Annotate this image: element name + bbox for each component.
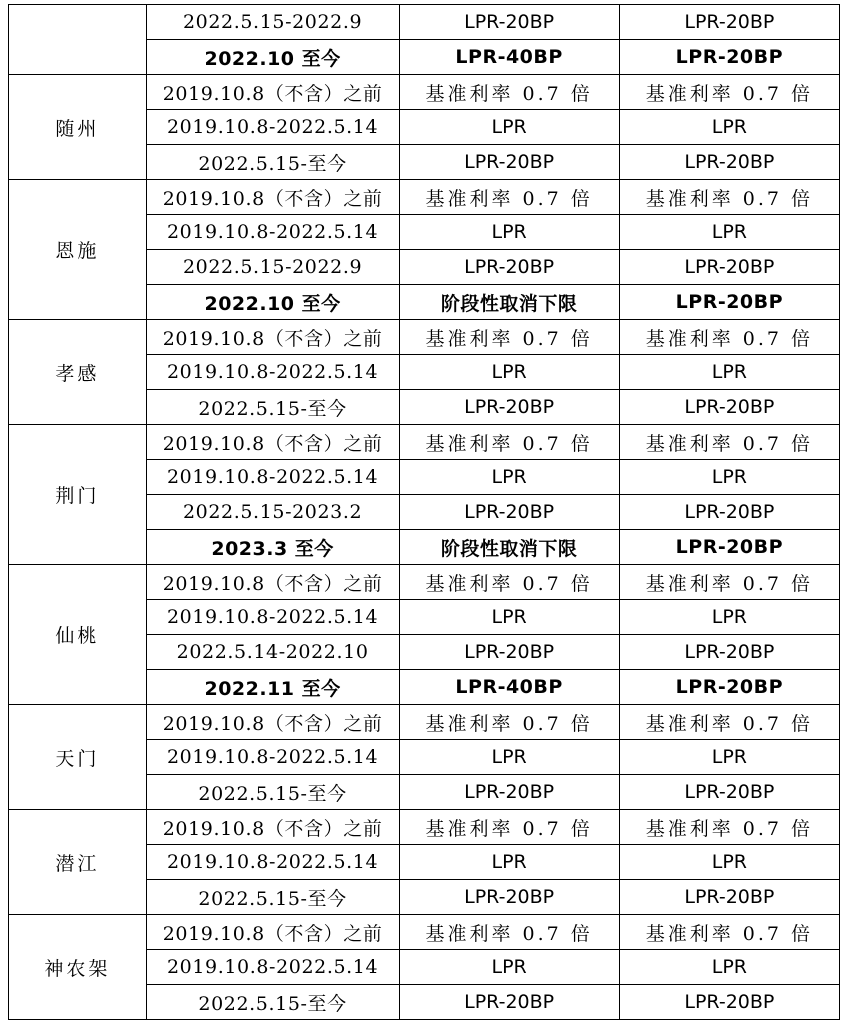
first-home-rate-cell: LPR-20BP [399, 145, 619, 180]
first-home-rate-cell: 阶段性取消下限 [399, 530, 619, 565]
second-home-rate-cell: LPR [619, 740, 839, 775]
second-home-rate-cell: LPR [619, 110, 839, 145]
second-home-rate-cell: LPR [619, 950, 839, 985]
second-home-rate-cell: 基准利率 0.7 倍 [619, 180, 839, 215]
second-home-rate-cell: LPR-20BP [619, 635, 839, 670]
table-body [9, 5, 840, 1020]
second-home-rate-cell: LPR-20BP [619, 880, 839, 915]
period-cell: 2019.10.8-2022.5.14 [146, 355, 399, 390]
period-cell: 2022.5.15-2022.9 [146, 250, 399, 285]
second-home-rate-cell: LPR [619, 215, 839, 250]
first-home-rate-cell: LPR [399, 740, 619, 775]
period-cell: 2019.10.8-2022.5.14 [146, 600, 399, 635]
period-cell: 2019.10.8（不含）之前 [146, 705, 399, 740]
second-home-rate-cell: LPR-20BP [619, 495, 839, 530]
first-home-rate-cell: 基准利率 0.7 倍 [399, 565, 619, 600]
first-home-rate-cell: 基准利率 0.7 倍 [399, 180, 619, 215]
first-home-rate-cell: LPR-20BP [399, 495, 619, 530]
city-cell: 恩施 [9, 180, 147, 320]
first-home-rate-cell: LPR-20BP [399, 775, 619, 810]
period-cell: 2019.10.8（不含）之前 [146, 425, 399, 460]
first-home-rate-cell: 基准利率 0.7 倍 [399, 810, 619, 845]
second-home-rate-cell: LPR-20BP [619, 145, 839, 180]
first-home-rate-cell: LPR [399, 845, 619, 880]
first-home-rate-cell: LPR-20BP [399, 250, 619, 285]
period-cell: 2022.5.15-至今 [146, 880, 399, 915]
period-cell: 2022.5.15-2022.9 [146, 5, 399, 40]
table-row [9, 180, 840, 215]
second-home-rate-cell: LPR-20BP [619, 5, 839, 40]
city-cell: 仙桃 [9, 565, 147, 705]
period-cell: 2022.5.15-至今 [146, 390, 399, 425]
second-home-rate-cell: 基准利率 0.7 倍 [619, 705, 839, 740]
second-home-rate-cell: LPR-20BP [619, 530, 839, 565]
city-cell: 天门 [9, 705, 147, 810]
first-home-rate-cell: LPR-20BP [399, 635, 619, 670]
city-cell: 神农架 [9, 915, 147, 1020]
first-home-rate-cell: LPR-20BP [399, 5, 619, 40]
second-home-rate-cell: LPR-20BP [619, 775, 839, 810]
second-home-rate-cell: LPR-20BP [619, 985, 839, 1020]
first-home-rate-cell: LPR-20BP [399, 390, 619, 425]
period-cell: 2022.10 至今 [146, 285, 399, 320]
mortgage-rate-table [8, 4, 840, 1020]
period-cell: 2022.11 至今 [146, 670, 399, 705]
period-cell: 2022.5.15-2023.2 [146, 495, 399, 530]
city-cell: 随州 [9, 75, 147, 180]
second-home-rate-cell: 基准利率 0.7 倍 [619, 75, 839, 110]
second-home-rate-cell: 基准利率 0.7 倍 [619, 425, 839, 460]
period-cell: 2019.10.8（不含）之前 [146, 810, 399, 845]
period-cell: 2019.10.8-2022.5.14 [146, 740, 399, 775]
period-cell: 2019.10.8（不含）之前 [146, 75, 399, 110]
table-row [9, 425, 840, 460]
period-cell: 2023.3 至今 [146, 530, 399, 565]
period-cell: 2019.10.8（不含）之前 [146, 915, 399, 950]
period-cell: 2022.5.15-至今 [146, 775, 399, 810]
first-home-rate-cell: 基准利率 0.7 倍 [399, 320, 619, 355]
first-home-rate-cell: LPR-40BP [399, 40, 619, 75]
city-cell: 潜江 [9, 810, 147, 915]
table-row [9, 810, 840, 845]
period-cell: 2022.10 至今 [146, 40, 399, 75]
first-home-rate-cell: LPR [399, 215, 619, 250]
first-home-rate-cell: LPR [399, 950, 619, 985]
city-cell [9, 5, 147, 75]
period-cell: 2022.5.15-至今 [146, 985, 399, 1020]
period-cell: 2022.5.15-至今 [146, 145, 399, 180]
period-cell: 2019.10.8（不含）之前 [146, 565, 399, 600]
first-home-rate-cell: LPR [399, 110, 619, 145]
second-home-rate-cell: LPR-20BP [619, 285, 839, 320]
second-home-rate-cell: LPR [619, 355, 839, 390]
period-cell: 2019.10.8（不含）之前 [146, 180, 399, 215]
period-cell: 2019.10.8-2022.5.14 [146, 215, 399, 250]
city-cell: 荆门 [9, 425, 147, 565]
second-home-rate-cell: LPR-20BP [619, 40, 839, 75]
period-cell: 2019.10.8-2022.5.14 [146, 845, 399, 880]
second-home-rate-cell: LPR-20BP [619, 670, 839, 705]
second-home-rate-cell: LPR [619, 460, 839, 495]
second-home-rate-cell: LPR [619, 845, 839, 880]
second-home-rate-cell: 基准利率 0.7 倍 [619, 810, 839, 845]
second-home-rate-cell: 基准利率 0.7 倍 [619, 915, 839, 950]
table-row [9, 915, 840, 950]
first-home-rate-cell: LPR-20BP [399, 880, 619, 915]
table-row [9, 705, 840, 740]
first-home-rate-cell: LPR [399, 600, 619, 635]
table-row [9, 565, 840, 600]
period-cell: 2019.10.8-2022.5.14 [146, 110, 399, 145]
second-home-rate-cell: 基准利率 0.7 倍 [619, 565, 839, 600]
table-row [9, 320, 840, 355]
first-home-rate-cell: LPR-20BP [399, 985, 619, 1020]
second-home-rate-cell: 基准利率 0.7 倍 [619, 320, 839, 355]
table-row [9, 5, 840, 40]
period-cell: 2019.10.8-2022.5.14 [146, 950, 399, 985]
second-home-rate-cell: LPR [619, 600, 839, 635]
period-cell: 2019.10.8（不含）之前 [146, 320, 399, 355]
table-row [9, 75, 840, 110]
first-home-rate-cell: 基准利率 0.7 倍 [399, 75, 619, 110]
second-home-rate-cell: LPR-20BP [619, 390, 839, 425]
first-home-rate-cell: 阶段性取消下限 [399, 285, 619, 320]
period-cell: 2019.10.8-2022.5.14 [146, 460, 399, 495]
first-home-rate-cell: LPR [399, 355, 619, 390]
first-home-rate-cell: 基准利率 0.7 倍 [399, 915, 619, 950]
first-home-rate-cell: LPR [399, 460, 619, 495]
first-home-rate-cell: LPR-40BP [399, 670, 619, 705]
first-home-rate-cell: 基准利率 0.7 倍 [399, 425, 619, 460]
city-cell: 孝感 [9, 320, 147, 425]
first-home-rate-cell: 基准利率 0.7 倍 [399, 705, 619, 740]
period-cell: 2022.5.14-2022.10 [146, 635, 399, 670]
second-home-rate-cell: LPR-20BP [619, 250, 839, 285]
